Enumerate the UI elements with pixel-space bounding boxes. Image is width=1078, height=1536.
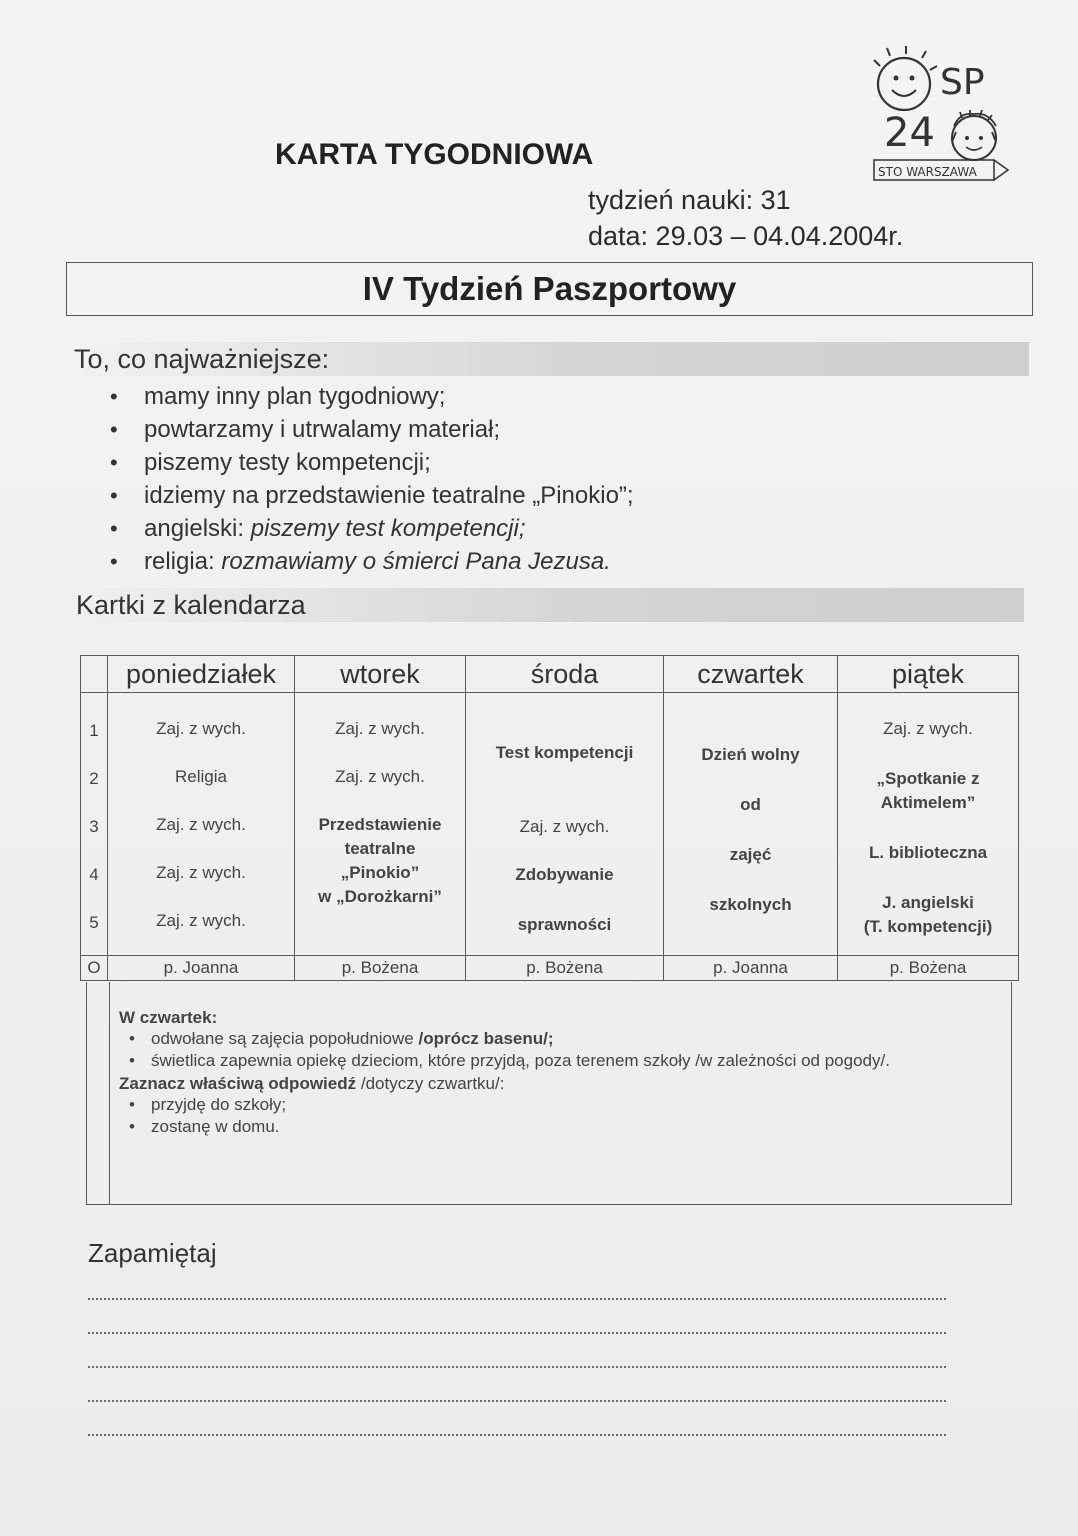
thursday-notes-list <box>119 1028 999 1072</box>
teacher-name: p. Joanna <box>108 956 295 981</box>
lesson-number: 3 <box>89 817 99 836</box>
teacher-name: p. Bożena <box>295 956 466 981</box>
lesson-number: 2 <box>89 769 99 788</box>
english-line: J. angielski <box>882 893 974 912</box>
week-schedule-table <box>80 655 1019 981</box>
meeting-line: Aktimelem” <box>880 793 976 812</box>
answer-option[interactable]: • zostanę w domu. <box>119 1116 999 1138</box>
lesson-entry: Zaj. z wych. <box>156 719 246 738</box>
lesson-entry: Zaj. z wych. <box>335 767 425 786</box>
lesson-entry: Zaj. z wych. <box>156 815 246 834</box>
mark-answer-heading: Zaznacz właściwą odpowiedź /dotyczy czwartku/: <box>119 1074 505 1093</box>
important-item: • idziemy na przedstawienie teatralne „Pinokio”; <box>108 479 634 512</box>
answer-options <box>119 1094 999 1138</box>
table-header-row <box>81 656 1019 693</box>
theatre-line: w „Dorożkarni” <box>318 887 442 906</box>
answer-option[interactable]: • przyjdę do szkoły; <box>119 1094 999 1116</box>
notes-margin <box>87 982 110 1204</box>
english-line: (T. kompetencji) <box>863 917 993 936</box>
logo-sto-text: STO WARSZAWA <box>878 165 977 179</box>
school-logo-drawing <box>866 46 1026 186</box>
thursday-note: • odwołane są zajęcia popołudniowe /oprócz basenu/; <box>119 1028 999 1050</box>
theatre-line: „Pinokio” <box>340 863 420 882</box>
day-header: poniedziałek <box>108 656 295 693</box>
writing-line[interactable] <box>88 1400 946 1402</box>
notes-content <box>119 1008 999 1138</box>
day-header: piątek <box>838 656 1019 693</box>
monday-cell <box>108 693 295 956</box>
wednesday-cell <box>466 693 664 956</box>
writing-line[interactable] <box>88 1332 946 1334</box>
important-heading: To, co najważniejsze: <box>72 342 1029 376</box>
writing-line[interactable] <box>88 1298 946 1300</box>
calendar-heading: Kartki z kalendarza <box>74 588 1024 622</box>
activity-line: Zdobywanie <box>515 865 614 884</box>
lesson-entry: Zaj. z wych. <box>335 719 425 738</box>
writing-line[interactable] <box>88 1434 946 1436</box>
tuesday-cell <box>295 693 466 956</box>
lessons-row <box>81 693 1019 956</box>
thursday-cell <box>664 693 838 956</box>
important-item: • piszemy testy kompetencji; <box>108 446 634 479</box>
day-header: czwartek <box>664 656 838 693</box>
theatre-line: teatralne <box>344 839 416 858</box>
day-header: wtorek <box>295 656 466 693</box>
teacher-name: p. Joanna <box>664 956 838 981</box>
activity-line: sprawności <box>517 915 612 934</box>
lesson-number: 5 <box>89 913 99 932</box>
lesson-entry: Religia <box>175 767 227 786</box>
lesson-number: 1 <box>89 721 99 740</box>
week-banner-text: IV Tydzień Paszportowy <box>362 270 737 307</box>
week-number: tydzień nauki: 31 <box>588 185 791 215</box>
logo-sp-text: SP <box>940 62 985 103</box>
lesson-entry: Zaj. z wych. <box>883 719 973 738</box>
day-off-line: zajęć <box>729 845 772 864</box>
week-banner <box>66 262 1033 316</box>
friday-cell <box>838 693 1019 956</box>
important-list <box>108 380 634 578</box>
remember-heading: Zapamiętaj <box>88 1238 217 1268</box>
day-off-line: Dzień wolny <box>701 745 800 764</box>
header-corner <box>81 656 108 693</box>
lesson-entry: Zaj. z wych. <box>519 817 610 836</box>
logo-24-text: 24 <box>884 110 935 156</box>
test-entry: Test kompetencji <box>495 743 634 762</box>
lesson-entry: Zaj. z wych. <box>156 911 246 930</box>
important-item: • powtarzamy i utrwalamy materiał; <box>108 413 634 446</box>
day-header: środa <box>466 656 664 693</box>
teacher-name: p. Bożena <box>466 956 664 981</box>
writing-line[interactable] <box>88 1366 946 1368</box>
lesson-entry: L. biblioteczna <box>868 843 988 862</box>
day-off-line: szkolnych <box>709 895 792 914</box>
lesson-numbers-cell <box>81 693 108 956</box>
meeting-line: „Spotkanie z <box>876 769 980 788</box>
day-off-line: od <box>740 795 761 814</box>
thursday-note: • świetlica zapewnia opiekę dzieciom, które przyjdą, poza terenem szkoły /w zależności od pogody/. <box>119 1050 999 1072</box>
important-item: • angielski: piszemy test kompetencji; <box>108 512 634 545</box>
teacher-row-label: O <box>81 956 108 981</box>
page-title: KARTA TYGODNIOWA <box>275 138 594 171</box>
important-item: • religia: rozmawiamy o śmierci Pana Jezusa. <box>108 545 634 578</box>
teacher-name: p. Bożena <box>838 956 1019 981</box>
lesson-number: 4 <box>89 865 99 884</box>
thursday-notes-heading: W czwartek: <box>119 1008 218 1027</box>
teacher-row <box>81 956 1019 981</box>
date-range: data: 29.03 – 04.04.2004r. <box>588 221 904 251</box>
lesson-entry: Zaj. z wych. <box>156 863 246 882</box>
theatre-line: Przedstawienie <box>318 815 442 834</box>
important-item: • mamy inny plan tygodniowy; <box>108 380 634 413</box>
notes-box <box>86 982 1012 1205</box>
school-logo <box>866 46 1026 186</box>
